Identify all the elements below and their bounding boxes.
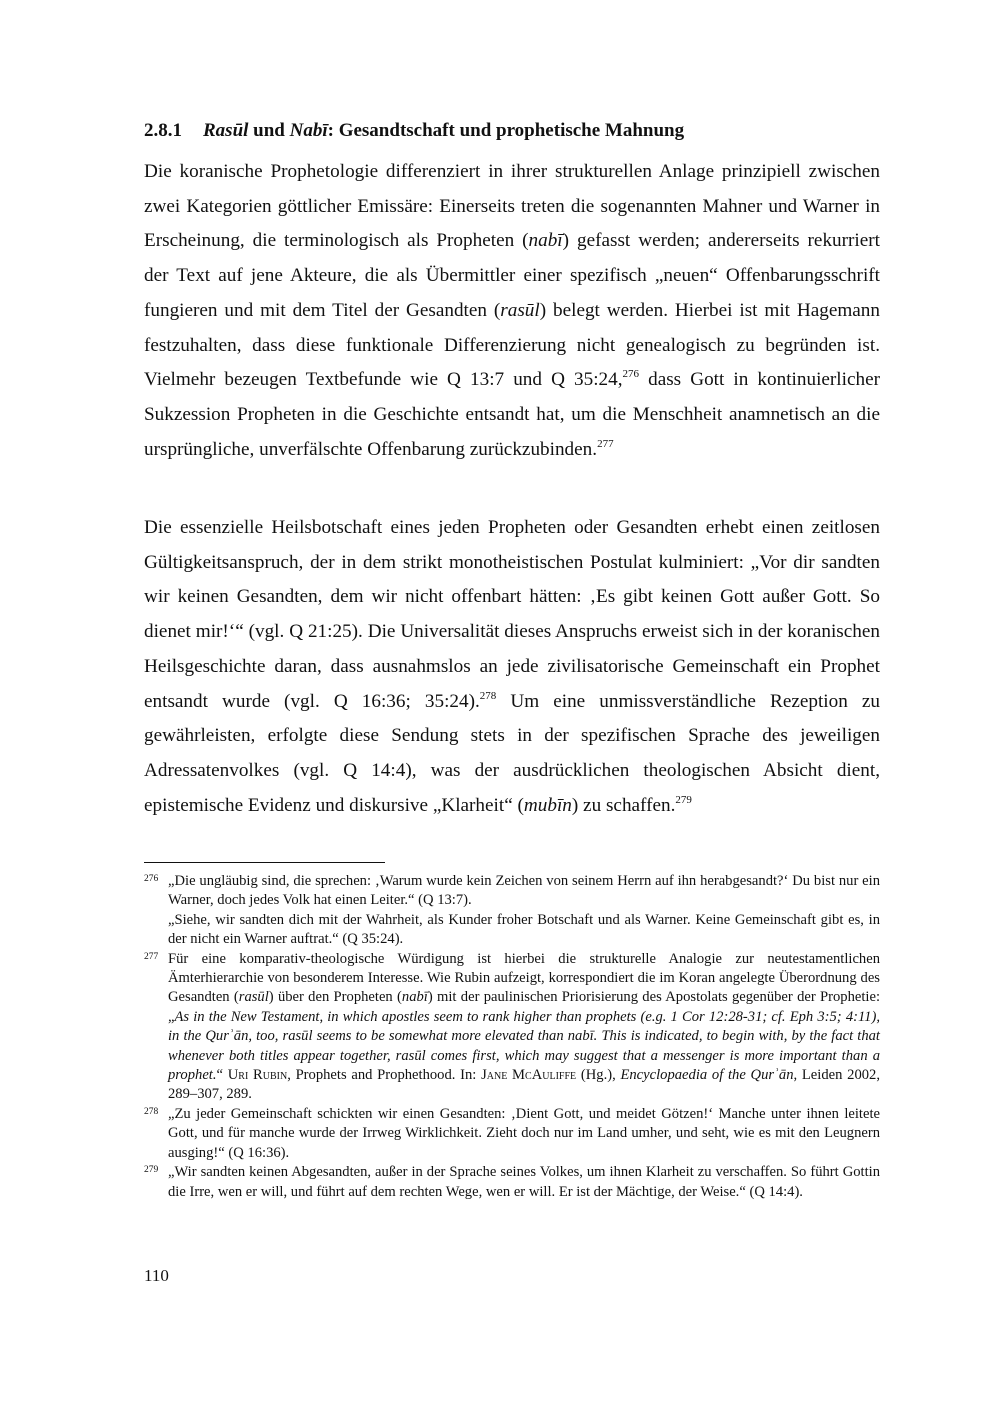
paragraph-text: Um eine unmissverständliche Rezeption zu gewährleisten, erfolgte diese Sendung stets in der spezifischen Sprache des jeweiligen Adressatenvolkes (vgl. Q 14:4), was der ausdrücklichen theologischen Absicht dient, epistemische Evidenz und diskursive „Klarheit“ ( — [144, 690, 881, 816]
footnote-277 — [144, 950, 880, 1105]
paragraph-text: ) zu schaffen. — [571, 794, 676, 816]
footnote-text: ) mit der paulinischen Priorisierung des Apostolats gegenüber der Prophetie: „ — [168, 989, 880, 1025]
editor-name: Jane McAuliffe — [481, 1067, 577, 1084]
rubin-quote: As in the New Testament, in which apostles seem to rank higher than prophets (e.g. 1 Cor 12:28-31; cf. Eph 3:5; 4:11), in the Qurʾān, too, rasūl seems to be somewhat more elevated than nabī. This is indicated, to begin with, by the fact that whenever both titles appear together, rasūl comes first, which may suggest that a messenger is more important than a prophet. — [168, 1008, 880, 1084]
paragraph-text: ) gefasst werden; andererseits rekurriert der Text auf jene Akteure, die als Übermittler einer spezifisch „neuen“ Offenbarungsschrift fungieren und mit dem Titel der Gesandten ( — [144, 230, 880, 321]
footnotes — [144, 872, 880, 1202]
paragraph-text: dass Gott in kontinuierlicher Sukzession Propheten in die Geschichte entsandt hat, um die Menschheit anamnetisch an die ursprüngliche, unverfälschte Offenbarung zurückzubinden. — [144, 369, 880, 460]
footnote-mark: 278 — [144, 1106, 159, 1117]
footnote-text: ) über den Propheten ( — [268, 989, 402, 1006]
heading-rest: : Gesandtschaft und prophetische Mahnung — [327, 120, 685, 141]
paragraph-text: Die koranische Prophetologie differenziert in ihrer strukturellen Anlage prinzipiell zwischen zwei Kategorien göttlicher Emissäre: Einerseits treten die sogenannten Mahner und Warner in Erscheinung, die terminologisch als Propheten ( — [144, 161, 880, 252]
body-paragraph-2 — [144, 511, 880, 823]
footnote-278 — [144, 1105, 880, 1163]
heading-und: und — [248, 120, 290, 141]
author-name: Uri Rubin — [227, 1067, 288, 1084]
heading-term-rasul: Rasūl — [203, 120, 249, 141]
footnote-separator — [144, 862, 385, 863]
body-paragraph-1 — [144, 155, 880, 467]
footnote-text: (Hg.), — [576, 1067, 621, 1084]
footnote-text: “ — [216, 1067, 228, 1084]
section-heading — [144, 119, 864, 143]
footnote-279 — [144, 1163, 880, 1202]
term-rasul: rasūl — [500, 299, 540, 321]
page-number: 110 — [144, 1266, 169, 1285]
section-number: 2.8.1 — [144, 120, 182, 141]
term-mubin: mubīn — [523, 794, 572, 816]
footnote-mark: 276 — [144, 874, 159, 884]
paragraph-text: ) belegt werden. Hierbei ist mit Hagemann festzuhalten, dass diese funktionale Differenzierung nicht genealogisch zu begründen ist. Vielmehr bezeugen Textbefunde wie Q 13:7 und Q 35:24, — [144, 299, 880, 391]
footnote-ref-278[interactable]: 278 — [479, 689, 497, 702]
footnote-text: „Zu jeder Gemeinschaft schickten wir einen Gesandten: ‚Dient Gott, und meidet Götzen!‘ Manche unter ihnen leitete Gott, und für manche wurde der Irrweg Wirklichkeit. Zieht doch nur im Land umher, und seht, wie es mit den Leugnern ausging!“ (Q 16:36). — [168, 1105, 880, 1161]
footnote-ref-279[interactable]: 279 — [675, 793, 692, 806]
term-rasul: rasūl — [238, 989, 269, 1006]
footnote-ref-277[interactable]: 277 — [597, 437, 614, 450]
heading-term-nabi: Nabī — [289, 120, 328, 141]
work-title: Encyclopaedia of the Qurʾān — [620, 1067, 794, 1084]
paragraph-text: Die essenzielle Heilsbotschaft eines jeden Propheten oder Gesandten erhebt einen zeitlosen Gültigkeitsanspruch, der in dem strikt monotheistischen Postulat kulminiert: „Vor dir sandten wir keinen Gesandten, dem wir nicht offenbart hätten: ‚Es gibt keinen Gott außer Gott. So dienet mir!‘“ (vgl. Q 21:25). Die Universalität dieses Anspruchs erweist sich in der koranischen Heilsgeschichte daran, dass ausnahmslos an jede zivilisatorische Gemeinschaft ein Prophet entsandt wurde (vgl. Q 16:36; 35:24). — [144, 517, 880, 712]
footnote-text: , Leiden 2002, 289–307, 289. — [168, 1067, 880, 1103]
footnote-text: Für eine komparativ-theologische Würdigung ist hierbei die strukturelle Analogie zur neutestamentlichen Ämterhierarchie von besonderem Interesse. Wie Rubin aufzeigt, korrespondiert die im Koran angelegte Überordnung des Gesandten ( — [168, 950, 880, 1006]
footnote-text: „Wir sandten keinen Abgesandten, außer in der Sprache seines Volkes, um ihnen Klarheit zu verschaffen. So führt Gottin die Irre, wen er will, und führt auf dem rechten Wege, wen er will. Er ist der Mächtige, der Weise.“ (Q 14:4). — [168, 1164, 880, 1200]
footnote-text: „Siehe, wir sandten dich mit der Wahrheit, als Kunder froher Botschaft und als Warner. Keine Gemeinschaft gibt es, in der nicht ein Warner auftrat.“ (Q 35:24). — [168, 911, 880, 948]
term-nabi: nabī — [528, 230, 563, 252]
footnote-text: , Prophets and Prophethood. In: — [287, 1067, 482, 1084]
footnote-276 — [144, 872, 880, 950]
footnote-text: „Die ungläubig sind, die sprechen: ‚Warum wurde kein Zeichen von seinem Herrn auf ihn herabgesandt?‘ Du bist nur ein Warner, doch jedes Volk hat einen Leiter.“ (Q 13:7). — [168, 873, 880, 909]
footnote-mark: 279 — [144, 1165, 159, 1176]
term-nabi: nabī — [401, 989, 428, 1006]
footnote-ref-276[interactable]: 276 — [622, 368, 640, 381]
footnote-mark: 277 — [144, 951, 159, 962]
